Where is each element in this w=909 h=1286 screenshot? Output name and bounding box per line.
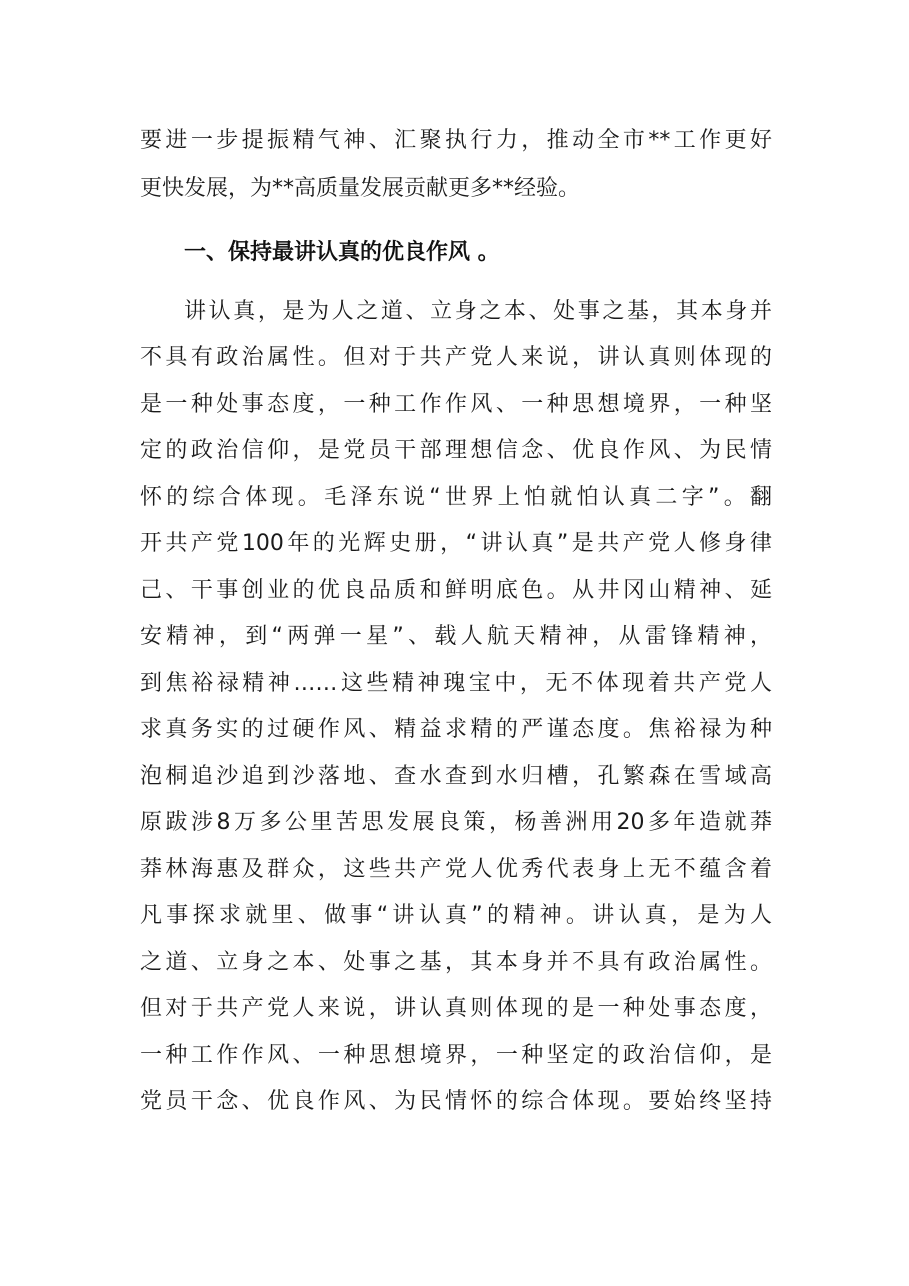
- body-line-7: 己、干事创业的优良品质和鲜明底色。从井冈山精神、延: [140, 578, 772, 603]
- section-heading: 一、保持最讲认真的优良作风 。: [184, 240, 500, 265]
- intro-line-2: 更快发展，为**高质量发展贡献更多**经验。: [140, 176, 581, 201]
- body-line-9: 到焦裕禄精神……这些精神瑰宝中，无不体现着共产党人: [140, 671, 772, 696]
- body-line-10: 求真务实的过硬作风、精益求精的严谨态度。焦裕禄为种: [140, 717, 772, 742]
- body-line-6: 开共产党100年的光辉史册，“讲认真”是共产党人修身律: [140, 531, 772, 556]
- intro-line-1: 要进一步提振精气神、汇聚执行力，推动全市**工作更好: [140, 128, 772, 153]
- body-line-13: 莽林海惠及群众，这些共产党人优秀代表身上无不蕴含着: [140, 857, 772, 882]
- body-line-4: 定的政治信仰，是党员干部理想信念、优良作风、为民情: [140, 438, 772, 463]
- body-line-5: 怀的综合体现。毛泽东说“世界上怕就怕认真二字”。翻: [140, 485, 772, 510]
- body-line-16: 但对于共产党人来说，讲认真则体现的是一种处事态度，: [140, 996, 772, 1021]
- body-line-17: 一种工作作风、一种思想境界，一种坚定的政治信仰，是: [140, 1043, 772, 1068]
- body-line-11: 泡桐追沙追到沙落地、查水查到水归槽，孔繁森在雪域高: [140, 764, 772, 789]
- body-line-1: 讲认真，是为人之道、立身之本、处事之基，其本身并: [184, 299, 772, 324]
- body-line-14: 凡事探求就里、做事“讲认真”的精神。讲认真，是为人: [140, 903, 772, 928]
- body-line-18: 党员干念、优良作风、为民情怀的综合体现。要始终坚持: [140, 1089, 772, 1114]
- body-line-8: 安精神，到“两弹一星”、载人航天精神，从雷锋精神，: [140, 624, 772, 649]
- body-line-3: 是一种处事态度，一种工作作风、一种思想境界，一种坚: [140, 392, 772, 417]
- body-line-12: 原跋涉8万多公里苦思发展良策，杨善洲用20多年造就莽: [140, 810, 772, 835]
- body-line-2: 不具有政治属性。但对于共产党人来说，讲认真则体现的: [140, 345, 772, 370]
- body-line-15: 之道、立身之本、处事之基，其本身并不具有政治属性。: [140, 950, 772, 975]
